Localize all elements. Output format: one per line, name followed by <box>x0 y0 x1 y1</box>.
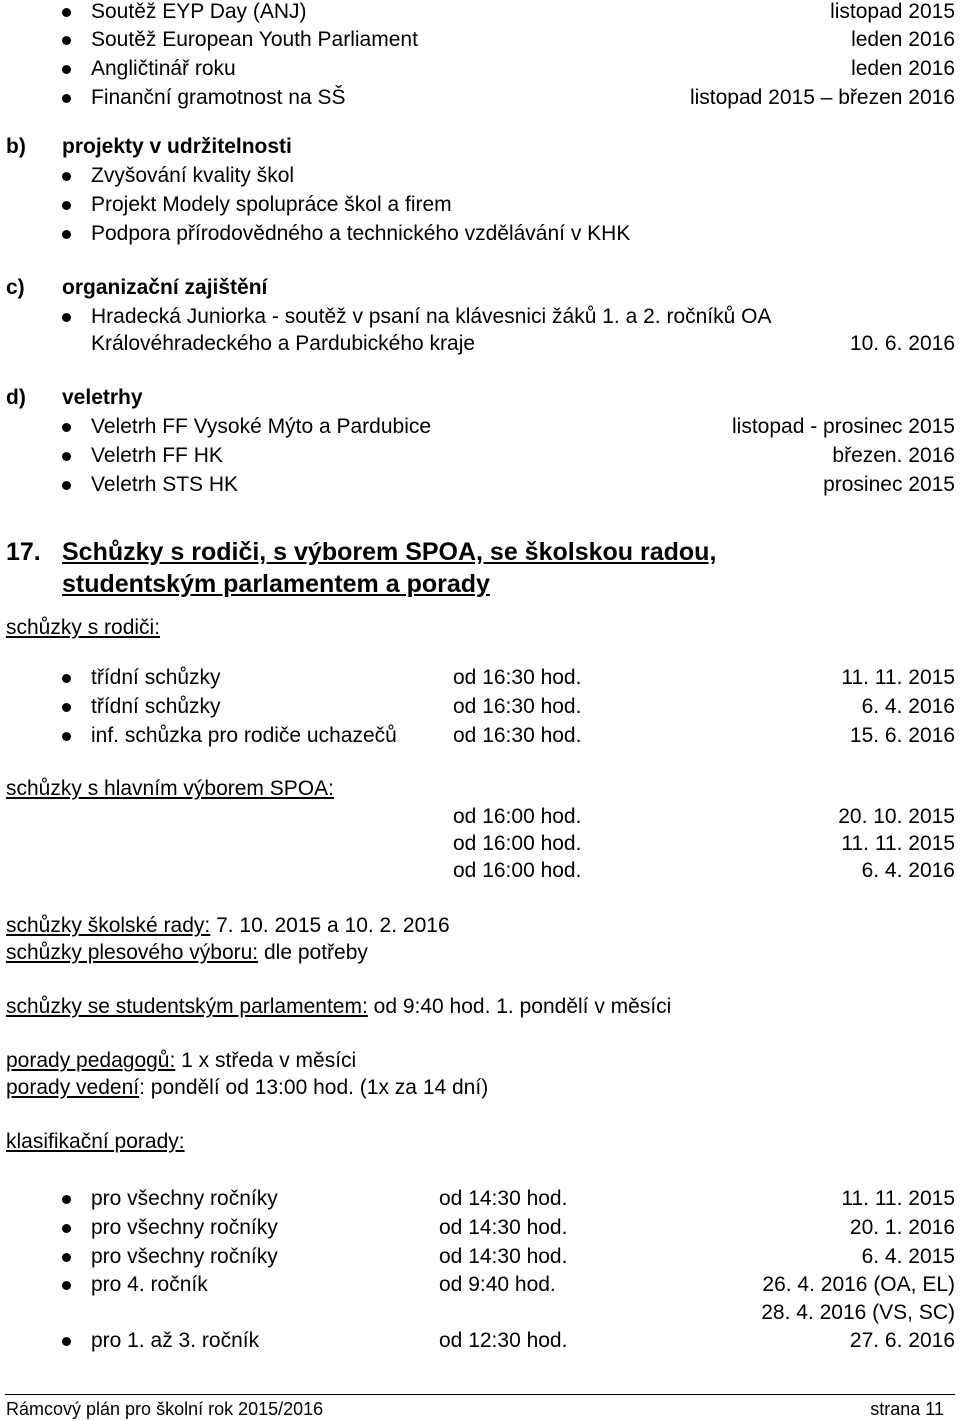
list-item <box>62 413 955 441</box>
table-row <box>62 830 955 858</box>
list-item <box>62 471 955 499</box>
student-parliament-value: od 9:40 hod. 1. pondělí v měsíci <box>367 995 672 1018</box>
item-date: listopad 2015 <box>830 0 955 23</box>
item-date: 6. 4. 2015 <box>861 1245 955 1268</box>
heading-line: studentským parlamentem a porady <box>62 570 490 598</box>
footer-title: Rámcový plán pro školní rok 2015/2016 <box>6 1399 324 1419</box>
table-row-continuation <box>62 1299 955 1327</box>
school-board-line <box>6 912 450 940</box>
item-time: od 16:00 hod. <box>453 832 582 855</box>
table-row <box>62 1243 955 1271</box>
item-date: březen. 2016 <box>832 444 955 467</box>
item-date: 20. 10. 2015 <box>838 805 955 828</box>
item-date: 11. 11. 2015 <box>841 832 955 855</box>
table-row <box>62 1214 955 1242</box>
item-text: Soutěž European Youth Parliament <box>91 28 418 51</box>
bullet-icon <box>62 65 71 74</box>
school-board-label: schůzky školské rady: <box>6 914 211 937</box>
item-text: Podpora přírodovědného a technického vzdělávání v KHK <box>91 222 631 245</box>
item-time: od 16:00 hod. <box>453 805 582 828</box>
item-time: od 9:40 hod. <box>439 1273 556 1296</box>
bullet-icon <box>62 230 71 239</box>
bullet-icon <box>62 1195 71 1204</box>
school-board-value: 7. 10. 2015 a 10. 2. 2016 <box>210 914 450 937</box>
section-17-heading <box>6 537 960 601</box>
item-text: pro 1. až 3. ročník <box>91 1329 260 1352</box>
bullet-icon <box>62 201 71 210</box>
teachers-meetings-line <box>6 1047 356 1075</box>
item-time: od 16:30 hod. <box>453 724 582 747</box>
section-letter: b) <box>6 135 26 158</box>
item-time: od 16:30 hod. <box>453 695 582 718</box>
list-item <box>62 303 955 331</box>
bullet-icon <box>62 423 71 432</box>
item-text: Veletrh STS HK <box>91 473 239 496</box>
parents-label: schůzky s rodiči: <box>6 616 161 639</box>
bullet-icon <box>62 732 71 741</box>
table-row <box>62 1271 955 1299</box>
section-b-heading <box>0 133 960 161</box>
bullet-icon <box>62 8 71 17</box>
bullet-icon <box>62 674 71 683</box>
item-text: Finanční gramotnost na SŠ <box>91 86 346 109</box>
teachers-meetings-label: porady pedagogů: <box>6 1049 176 1072</box>
item-text: pro všechny ročníky <box>91 1187 278 1210</box>
item-date: leden 2016 <box>851 28 955 51</box>
item-text: Královéhradeckého a Pardubického kraje <box>91 332 476 355</box>
list-item <box>62 84 955 112</box>
classification-label: klasifikační porady: <box>6 1130 185 1153</box>
page-number: strana 11 <box>870 1399 944 1419</box>
table-row <box>62 857 955 885</box>
ball-committee-line <box>6 939 368 967</box>
item-text: inf. schůzka pro rodiče uchazečů <box>91 724 397 747</box>
item-text: pro všechny ročníky <box>91 1216 278 1239</box>
bullet-icon <box>62 481 71 490</box>
item-time: od 14:30 hod. <box>439 1245 568 1268</box>
item-text: Veletrh FF HK <box>91 444 223 467</box>
item-text: Veletrh FF Vysoké Mýto a Pardubice <box>91 415 432 438</box>
ball-committee-label: schůzky plesového výboru: <box>6 941 259 964</box>
table-row <box>62 693 955 721</box>
item-date: 11. 11. 2015 <box>841 1187 955 1210</box>
section-number: 17. <box>6 538 41 566</box>
heading-line: Schůzky s rodiči, s výborem SPOA, se školskou radou, <box>62 538 717 566</box>
list-item <box>62 220 955 248</box>
list-item-continuation <box>62 330 955 358</box>
bullet-icon <box>62 172 71 181</box>
table-row <box>62 1327 955 1355</box>
item-date: 28. 4. 2016 (VS, SC) <box>761 1301 955 1324</box>
table-row <box>62 664 955 692</box>
item-date: listopad 2015 – březen 2016 <box>689 86 955 109</box>
section-title: projekty v udržitelnosti <box>62 135 292 158</box>
item-date: 26. 4. 2016 (OA, EL) <box>762 1273 955 1296</box>
bullet-icon <box>62 313 71 322</box>
item-time: od 14:30 hod. <box>439 1216 568 1239</box>
item-date: 11. 11. 2015 <box>841 666 955 689</box>
item-date: prosinec 2015 <box>823 473 955 496</box>
bullet-icon <box>62 1253 71 1262</box>
spoa-label: schůzky s hlavním výborem SPOA: <box>6 777 334 800</box>
list-item <box>62 191 955 219</box>
item-text: Soutěž EYP Day (ANJ) <box>91 0 307 23</box>
list-item <box>62 0 955 26</box>
bullet-icon <box>62 1281 71 1290</box>
item-date: leden 2016 <box>851 57 955 80</box>
item-text: Hradecká Juniorka - soutěž v psaní na klávesnici žáků 1. a 2. ročníků OA <box>91 305 772 328</box>
item-date: listopad - prosinec 2015 <box>732 415 955 438</box>
section-title: veletrhy <box>62 386 143 409</box>
page-footer <box>6 1397 944 1421</box>
item-text: třídní schůzky <box>91 666 221 689</box>
management-meetings-value: : pondělí od 13:00 hod. (1x za 14 dní) <box>139 1076 489 1099</box>
section-c-heading <box>0 274 960 302</box>
item-date: 15. 6. 2016 <box>849 724 955 747</box>
table-row <box>62 1185 955 1213</box>
list-item <box>62 162 955 190</box>
item-time: od 14:30 hod. <box>439 1187 568 1210</box>
item-time: od 16:00 hod. <box>453 859 582 882</box>
item-text: třídní schůzky <box>91 695 221 718</box>
list-item <box>62 55 955 83</box>
item-date: 10. 6. 2016 <box>849 332 955 355</box>
section-letter: d) <box>6 386 26 409</box>
bullet-icon <box>62 36 71 45</box>
section-title: organizační zajištění <box>62 276 268 299</box>
management-meetings-line <box>6 1074 488 1102</box>
table-row <box>62 803 955 831</box>
section-letter: c) <box>6 276 25 299</box>
bullet-icon <box>62 1337 71 1346</box>
section-d-heading <box>0 384 960 412</box>
item-text: Angličtinář roku <box>91 57 236 80</box>
footer-rule <box>5 1394 955 1395</box>
bullet-icon <box>62 452 71 461</box>
item-date: 6. 4. 2016 <box>861 859 955 882</box>
item-time: od 12:30 hod. <box>439 1329 568 1352</box>
list-item <box>62 26 955 54</box>
list-item <box>62 442 955 470</box>
teachers-meetings-value: 1 x středa v měsíci <box>175 1049 357 1072</box>
bullet-icon <box>62 94 71 103</box>
item-date: 6. 4. 2016 <box>861 695 955 718</box>
item-text: Zvyšování kvality škol <box>91 164 295 187</box>
management-meetings-label: porady vedení <box>6 1076 140 1099</box>
ball-committee-value: dle potřeby <box>258 941 368 964</box>
bullet-icon <box>62 1224 71 1233</box>
item-time: od 16:30 hod. <box>453 666 582 689</box>
item-date: 27. 6. 2016 <box>849 1329 955 1352</box>
item-date: 20. 1. 2016 <box>849 1216 955 1239</box>
item-text: pro všechny ročníky <box>91 1245 278 1268</box>
item-text: pro 4. ročník <box>91 1273 208 1296</box>
bullet-icon <box>62 703 71 712</box>
student-parliament-line <box>6 993 671 1021</box>
table-row <box>62 722 955 750</box>
item-text: Projekt Modely spolupráce škol a firem <box>91 193 452 216</box>
student-parliament-label: schůzky se studentským parlamentem: <box>6 995 368 1018</box>
